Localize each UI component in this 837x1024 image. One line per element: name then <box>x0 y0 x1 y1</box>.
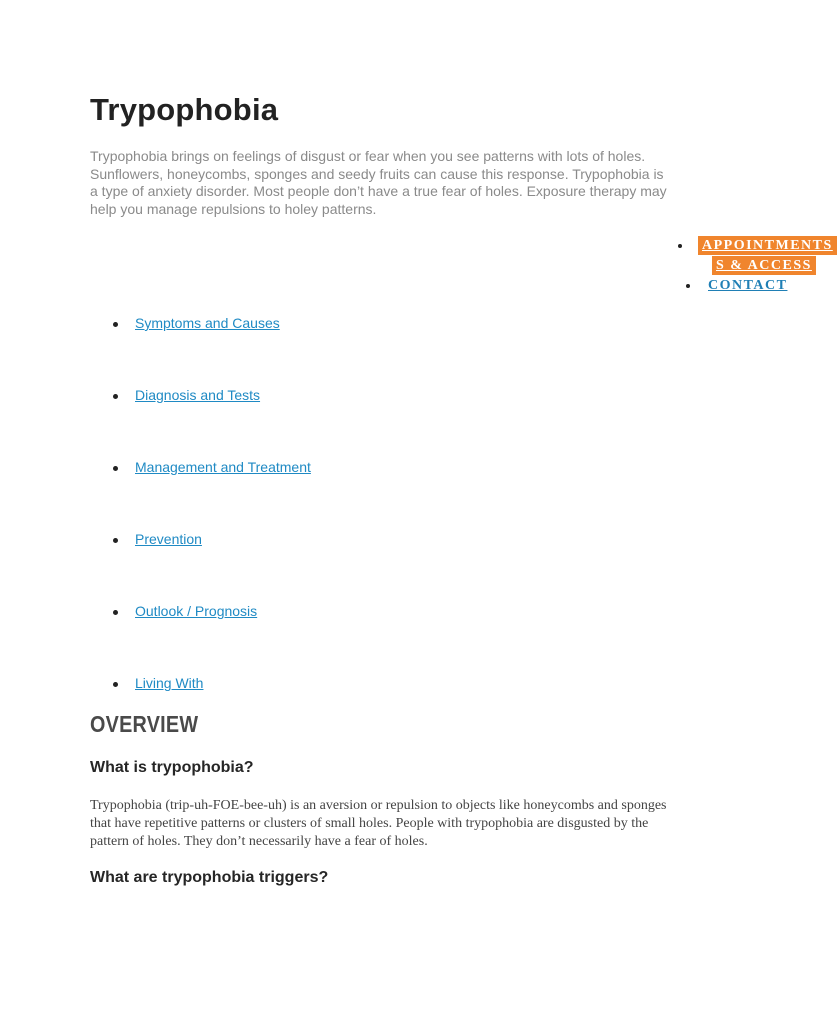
appointments-link[interactable]: APPOINTMENTS <box>698 236 837 255</box>
bullet <box>686 284 690 288</box>
what-is-trypophobia-heading: What is trypophobia? <box>90 759 254 776</box>
bullet <box>113 610 118 615</box>
intro-paragraph: Trypophobia brings on feelings of disgust or fear when you see patterns with lots of holes. Sunflowers, honeycombs, sponges and seedy fruits can cause this response. Trypophobia is a type of anxiety disorder. Most people don’t have a true fear of holes. Exposure therapy may help you manage repulsions to holey patterns. <box>90 148 667 217</box>
outlook-prognosis-link[interactable]: Outlook / Prognosis <box>135 603 258 619</box>
appointments-link-continued[interactable]: S & ACCESS <box>712 256 816 275</box>
overview-heading: OVERVIEW <box>90 711 199 737</box>
prevention-link[interactable]: Prevention <box>135 531 202 547</box>
page-title: Trypophobia <box>90 92 279 127</box>
bullet <box>113 466 118 471</box>
diagnosis-and-tests-link[interactable]: Diagnosis and Tests <box>135 387 261 403</box>
side-nav <box>676 236 833 300</box>
living-with-link[interactable]: Living With <box>135 675 204 691</box>
contact-link[interactable]: CONTACT <box>708 278 788 293</box>
what-is-trypophobia-body: Trypophobia (trip-uh-FOE-bee-uh) is an aversion or repulsion to objects like honeycombs and sponges that have repetitive patterns or clusters of small holes. People with trypophobia are disgusted by the pattern of holes. They don’t necessarily have a fear of holes. <box>90 798 667 849</box>
bullet <box>113 394 118 399</box>
bullet <box>113 322 118 327</box>
management-and-treatment-link[interactable]: Management and Treatment <box>135 459 311 475</box>
bullet <box>113 538 118 543</box>
bullet <box>678 244 682 248</box>
symptoms-and-causes-link[interactable]: Symptoms and Causes <box>135 315 280 331</box>
triggers-heading: What are trypophobia triggers? <box>90 869 329 886</box>
bullet <box>113 682 118 687</box>
